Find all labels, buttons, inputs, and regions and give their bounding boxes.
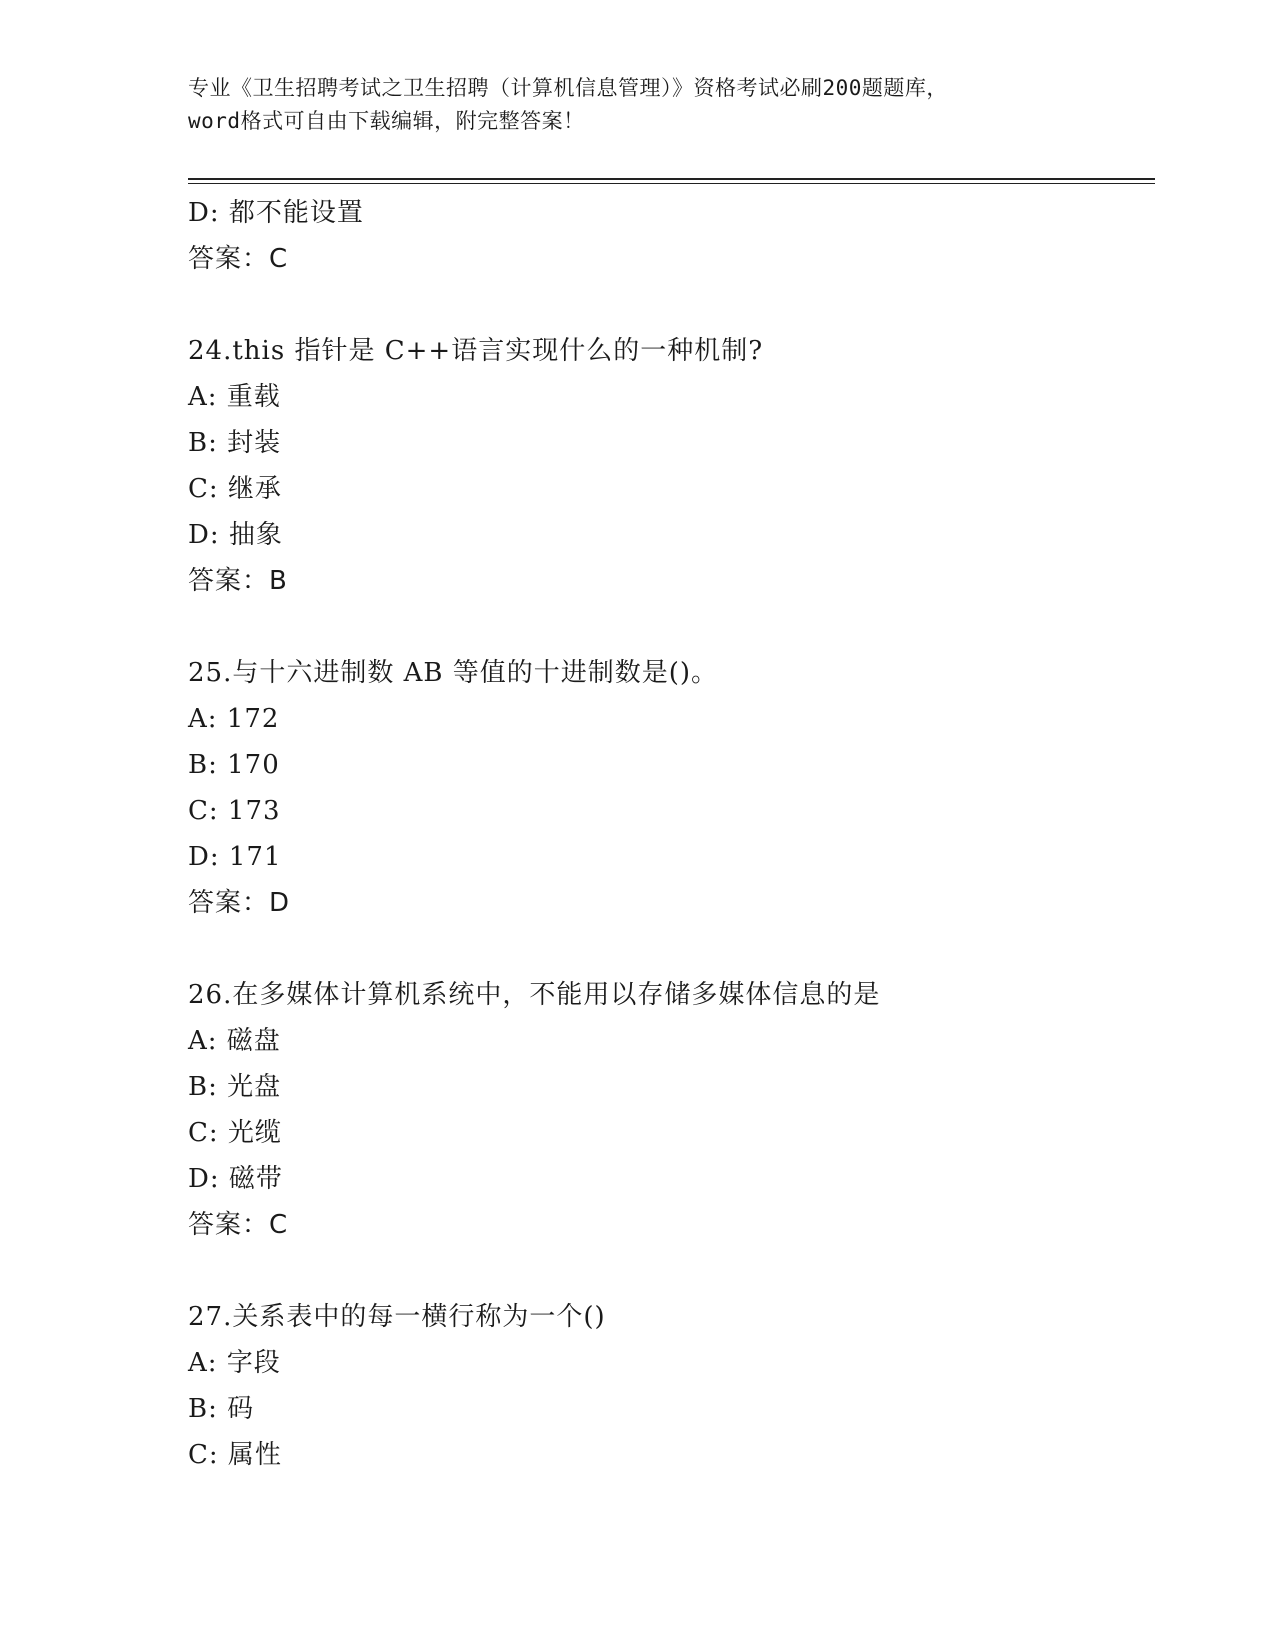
option-b: B: 封装 [188,428,282,458]
spacer [188,282,1148,328]
option-b: B: 光盘 [188,1072,282,1102]
answer-line: 答案：D [188,888,291,918]
question-27 [188,1294,1148,1478]
option-d: D: 抽象 [188,520,283,550]
document-header [188,72,1088,138]
option-a: A: 磁盘 [188,1026,281,1056]
option-c: C: 光缆 [188,1118,282,1148]
question-26 [188,972,1148,1248]
header-title-line-1: 专业《卫生招聘考试之卫生招聘（计算机信息管理）》资格考试必刷200题题库， [188,76,948,100]
option-b: B: 170 [188,750,280,780]
answer-line: 答案：C [188,244,289,274]
option-c: C: 继承 [188,474,282,504]
option-c: C: 173 [188,796,281,826]
header-title-line-2: word格式可自由下载编辑，附完整答案！ [188,109,585,133]
question-25 [188,650,1148,926]
question-stem: 26.在多媒体计算机系统中，不能用以存储多媒体信息的是 [188,980,881,1010]
question-stem: 27.关系表中的每一横行称为一个() [188,1302,606,1332]
header-divider-thick [188,178,1155,180]
question-stem: 25.与十六进制数 AB 等值的十进制数是()。 [188,658,719,688]
option-d: D: 磁带 [188,1164,283,1194]
question-24 [188,328,1148,604]
option-c: C: 属性 [188,1440,282,1470]
answer-line: 答案：C [188,1210,289,1240]
spacer [188,1248,1148,1294]
option-a: A: 字段 [188,1348,281,1378]
option-a: A: 重载 [188,382,281,412]
option-b: B: 码 [188,1394,255,1424]
question-stem: 24.this 指针是 C++语言实现什么的一种机制? [188,336,764,366]
option-d: D: 171 [188,842,282,872]
option-d: D: 都不能设置 [188,198,364,228]
previous-question-tail [188,190,1148,282]
question-list [188,190,1148,1478]
header-divider-thin [188,183,1155,184]
option-a: A: 172 [188,704,280,734]
spacer [188,926,1148,972]
spacer [188,604,1148,650]
answer-line: 答案：B [188,566,288,596]
